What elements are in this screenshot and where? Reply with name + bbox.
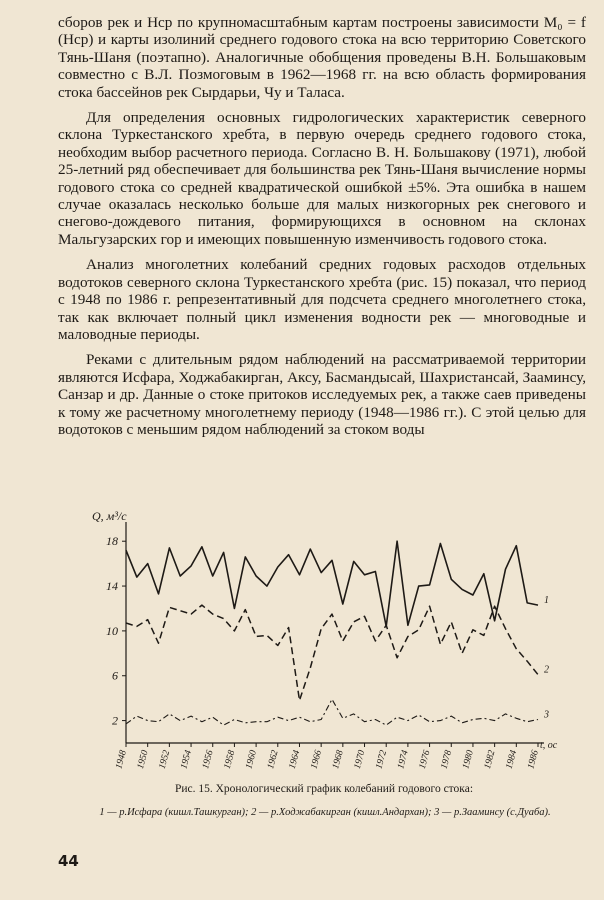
series-line-2 [126,605,538,700]
y-tick-label: 14 [106,579,118,594]
x-tick-label: 1952 [157,749,173,771]
paragraph-2: Для определения основных гидрологических характеристик северного склона Туркестанского хребта, в первую очередь среднего годового стока, необходим выбор расчетного периода. Согласно В. Н. Большакову (1971), любой 25-летний ряд обеспечивает для большинства рек Тянь-Шаня вычисление нормы годового стока со средней квадратической ошибкой ±5%. Эта ошибка в нашем случае оказалась несколько больше для малых низкогорных рек снегового и снегово-дождевого питания, формирующихся в основном на склонах Мальгузарских гор и имеющих повышенную изменчивость годового стока. [58,109,586,248]
paragraph-3: Анализ многолетних колебаний средних годовых расходов отдельных водотоков северного склона Туркестанского хребта (рис. 15) показал, что период с 1948 по 1986 г. репрезентативный для подсчета среднего многолетнего стока, так как включает полный цикл изменения водности рек — многоводные и маловодные периоды. [58,256,586,343]
figure-legend: 1 — р.Исфара (кишл.Ташкурган); 2 — р.Ходжабакирган (кишл.Андархан); 3 — р.Зааминсу (с.Дуаба). [99,807,551,818]
x-tick-label: 1948 [114,749,129,771]
x-tick-label: 1966 [309,749,325,771]
series-label-1: 1 [544,595,549,607]
x-tick-label: 1956 [201,749,216,771]
body-text [58,14,586,438]
x-tick-label: 1980 [461,749,476,771]
x-tick-label: 1964 [287,749,303,771]
x-tick-label: 1954 [179,749,194,771]
figure-caption: Рис. 15. Хронологический график колебаний годового стока: [174,783,474,795]
y-axis-label: Q, м³/с [92,509,127,523]
x-tick-label: 1976 [417,749,433,771]
x-tick-label: 1950 [136,749,151,771]
x-tick-label: 1978 [439,749,455,771]
x-tick-label: 1970 [352,749,368,771]
y-tick-label: 2 [112,713,118,728]
runoff-chart [90,505,570,775]
x-tick-label: 1974 [396,749,411,771]
paragraph-4: Реками с длительным рядом наблюдений на рассматриваемой территории являются Исфара, Ходжабакирган, Аксу, Басмандысай, Шахристансай, Зааминсу, Санзар и др. Данные о стоке притоков исследуемых рек, а также саев приведены к тому же расчетному многолетнему периоду (1948—1986 гг.). С этой целью для водотоков с меньшим рядом наблюдений за стоком воды [58,351,586,438]
x-axis-label: t, ос [540,740,558,751]
paragraph-1: сборов рек и Hср по крупномасштабным картам построены зависимости M₀ = f (Hср) и карты изолиний среднего годового стока на всю территорию Советского Тянь-Шаня (поэтапно). Аналогичные обобщения проведены В.Н. Большаковым совместно с В.Л. Позмоговым в 1962—1968 гг. на всю область формирования стока бассейнов рек Сырдарьи, Чу и Таласа. [58,14,586,101]
x-tick-label: 1960 [244,749,260,771]
series-line-3 [126,699,538,725]
x-tick-label: 1968 [331,749,346,771]
x-tick-label: 1972 [374,749,390,771]
series-label-2: 2 [544,664,549,676]
x-tick-label: 1986 [526,749,541,771]
x-tick-label: 1984 [504,749,520,771]
x-tick-label: 1982 [482,749,498,771]
x-tick-label: 1958 [222,749,238,771]
y-tick-label: 18 [106,534,118,549]
y-tick-label: 6 [112,668,118,683]
page-number: 44 [58,852,79,870]
series-label-3: 3 [544,709,549,721]
x-tick-label: 1962 [266,749,281,771]
y-tick-label: 10 [106,623,118,638]
